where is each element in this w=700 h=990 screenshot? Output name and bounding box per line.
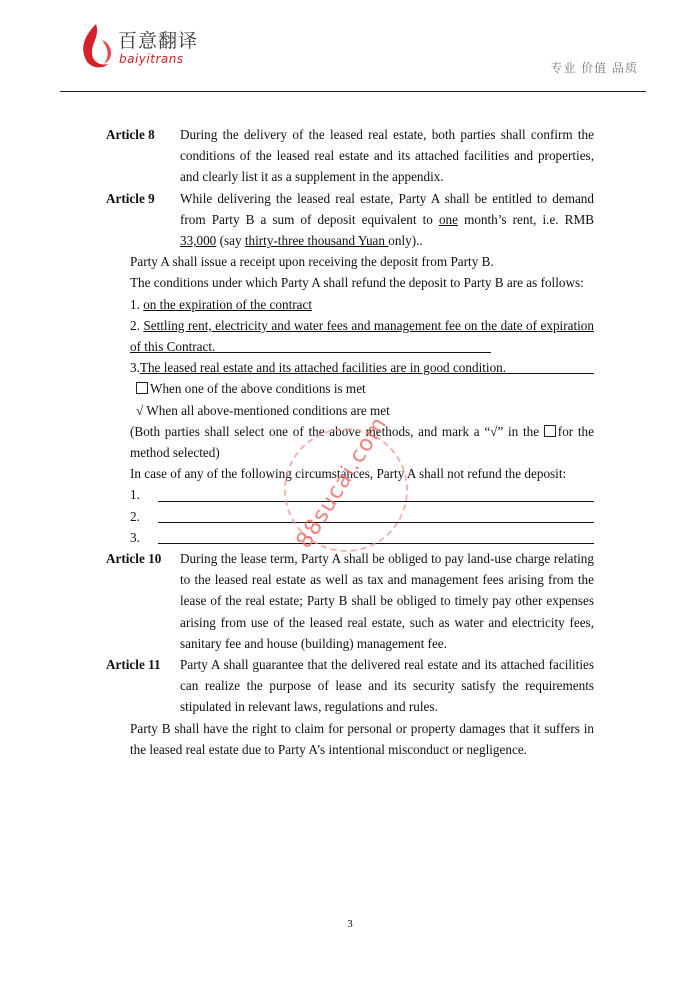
article-label: Article 11 (106, 657, 161, 673)
text-run: While delivering the leased real estate, Party A shall be entitled to demand from Party B a sum of deposit equivalent to (180, 190, 594, 227)
checkbox-icon (136, 382, 148, 394)
article-11 (106, 654, 594, 718)
underlined-months: one (438, 211, 458, 227)
paragraph: In case of any of the following circumstances, Party A shall not refund the deposit: (130, 466, 567, 482)
header-slogan: 专业 价值 品质 (550, 61, 638, 75)
article-text: During the delivery of the leased real estate, both parties shall confirm the conditions of the leased real estate and its attached facilities and properties, and clearly list it as a supplement in the appendix. (180, 127, 594, 185)
item-text: Settling rent, electricity and water fees and management fee on the date of expiration of this Contract. (130, 317, 594, 355)
checkbox-icon (544, 425, 556, 437)
item-number: 1. (130, 296, 144, 312)
article-text: During the lease term, Party A shall be obliged to pay land-use charge relating to the leased real estate as well as tax and management fees arising from the lease of the real estate; Party B shall be obliged to timely pay other expenses arising from use of the leased real estate, such as water and electricity fees, sanitary fee and house (building) management fee. (180, 551, 594, 651)
article-text: Party A shall guarantee that the delivered real estate and its attached facilities can realize the purpose of lease and its security satisfy the requirements stipulated in relevant laws, regulations and rules. (180, 657, 594, 715)
flame-logo-icon (78, 22, 116, 72)
note-text: for the method selected) (130, 423, 595, 461)
article-10 (106, 548, 594, 654)
article-label: Article 10 (106, 551, 162, 567)
option-one-condition (136, 378, 594, 399)
option-text: When one of the above conditions is met (150, 381, 366, 397)
article-text (180, 188, 594, 252)
underlined-amount-words: thirty-three thousand Yuan (244, 233, 389, 249)
option-all-conditions (136, 400, 594, 421)
text-run: month’s rent, i.e. RMB (458, 211, 594, 227)
item-text: on the expiration of the contract (143, 296, 312, 312)
article-label: Article 8 (106, 127, 155, 142)
condition-item-3 (130, 357, 594, 378)
text-run: only).. (388, 233, 423, 249)
text-run: (say (216, 233, 245, 249)
header-divider (60, 91, 646, 92)
blank-number: 2. (130, 508, 140, 524)
article-9 (106, 188, 594, 252)
logo-english-text: baiyitrans (119, 52, 184, 66)
watermark-text: 88sucai.com (291, 412, 393, 553)
paragraph: Party B shall have the right to claim for personal or property damages that it suffers in the leased real estate due to Party A’s intentional misconduct or negligence. (130, 720, 594, 757)
page-number: 3 (347, 918, 353, 930)
article-label: Article 9 (106, 190, 155, 206)
option-text: √ When all above-mentioned conditions are met (136, 402, 390, 418)
article-8 (106, 124, 594, 188)
condition-item-2 (130, 315, 594, 357)
condition-item-1 (130, 294, 594, 315)
underlined-amount: 33,000 (180, 233, 217, 249)
paragraph: Party A shall issue a receipt upon receiving the deposit from Party B. (130, 254, 494, 270)
blank-number: 1. (130, 487, 140, 503)
blank-number: 3. (130, 529, 140, 545)
item-number: 3. (130, 360, 140, 376)
underline-blank (506, 357, 594, 374)
page-header (0, 0, 700, 92)
note-text: (Both parties shall select one of the above methods, and mark a “√” in the (130, 423, 544, 439)
company-logo (78, 22, 208, 78)
paragraph: The conditions under which Party A shall refund the deposit to Party B are as follows: (130, 275, 584, 291)
logo-chinese-text: 百意翻译 (118, 30, 199, 52)
item-number: 2. (130, 317, 144, 333)
item-text: The leased real estate and its attached facilities are in good condition. (139, 360, 507, 376)
underline-blank (215, 340, 491, 353)
